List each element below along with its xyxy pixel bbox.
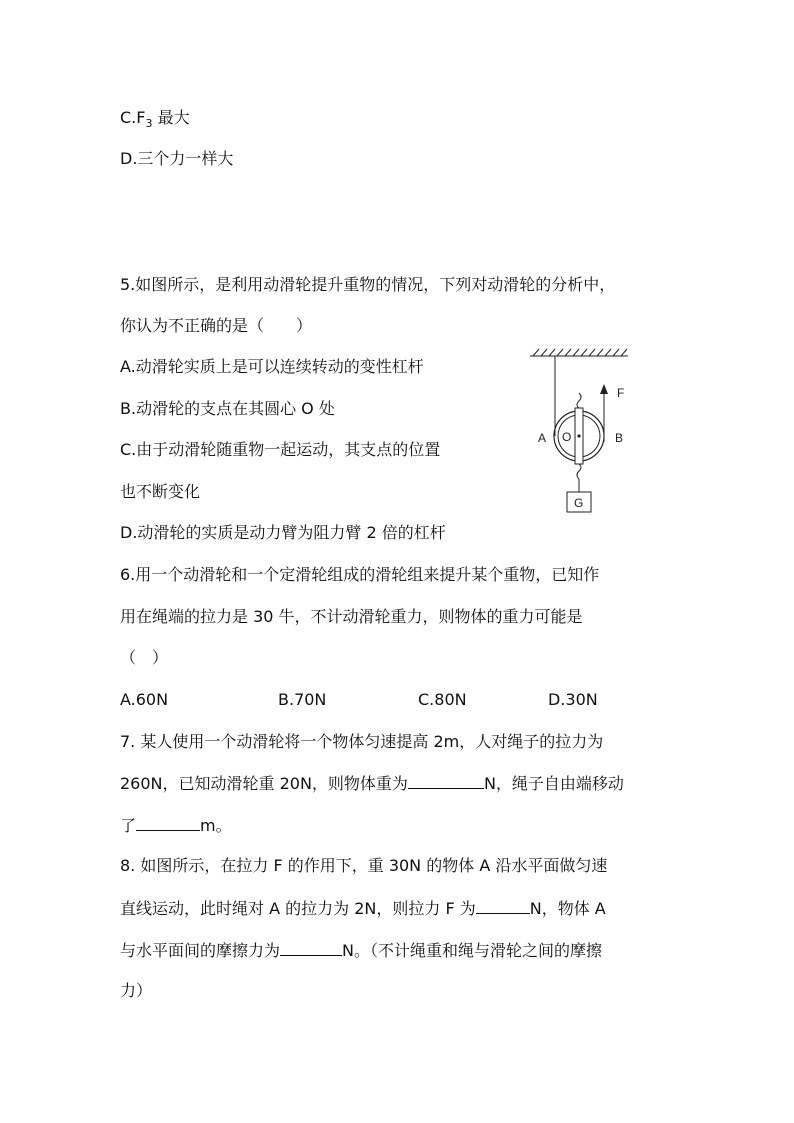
q6-option-c: C.80N bbox=[418, 690, 467, 709]
q6-option-d: D.30N bbox=[548, 690, 598, 709]
q8-line4: 力） bbox=[120, 981, 153, 1000]
q8-line3: 与水平面间的摩擦力为 N。（不计绳重和绳与滑轮之间的摩擦 bbox=[120, 941, 602, 960]
force-arrow bbox=[600, 384, 608, 394]
axle-center bbox=[577, 434, 580, 437]
label-o: O bbox=[562, 430, 572, 444]
q8-blank-friction[interactable] bbox=[280, 939, 342, 956]
top-hook bbox=[577, 393, 581, 408]
q7-blank-weight[interactable] bbox=[408, 772, 484, 789]
q6-option-b: B.70N bbox=[278, 690, 327, 709]
q5-option-c-line1: C.由于动滑轮随重物一起运动，其支点的位置 bbox=[120, 440, 441, 459]
q4-option-c: $C.F_3$ 最大 bbox=[120, 108, 190, 131]
q6-stem-line1: 6.用一个动滑轮和一个定滑轮组成的滑轮组来提升某个重物，已知作 bbox=[120, 565, 600, 584]
label-f: F bbox=[617, 386, 625, 400]
q5-option-b: B.动滑轮的支点在其圆心 O 处 bbox=[120, 399, 335, 418]
q8-line1: 8. 如图所示，在拉力 F 的作用下，重 30N 的物体 A 沿水平面做匀速 bbox=[120, 856, 608, 875]
label-g: G bbox=[574, 496, 584, 510]
q8-blank-force[interactable] bbox=[476, 897, 530, 914]
q5-option-a: A.动滑轮实质上是可以连续转动的变性杠杆 bbox=[120, 357, 424, 376]
q7-blank-distance[interactable] bbox=[136, 814, 200, 831]
q6-stem-line3: （ ） bbox=[120, 648, 169, 667]
pulley-figure bbox=[525, 344, 635, 519]
q6-stem-line2: 用在绳端的拉力是 30 牛，不计动滑轮重力，则物体的重力可能是 bbox=[120, 607, 583, 626]
bottom-hook bbox=[577, 464, 581, 479]
label-a: A bbox=[538, 431, 547, 445]
q4-option-d: D.三个力一样大 bbox=[120, 149, 234, 168]
q5-option-d: D.动滑轮的实质是动力臂为阻力臂 2 倍的杠杆 bbox=[120, 523, 446, 542]
q5-stem-line2: 你认为不正确的是（ ） bbox=[120, 316, 313, 335]
q8-line2: 直线运动，此时绳对 A 的拉力为 2N，则拉力 F 为 N，物体 A bbox=[120, 899, 606, 918]
q5-stem-line1: 5.如图所示，是利用动滑轮提升重物的情况，下列对动滑轮的分析中， bbox=[120, 275, 616, 294]
ceiling-hatch bbox=[530, 349, 628, 356]
q5-option-c-line2: 也不断变化 bbox=[120, 482, 201, 501]
label-b: B bbox=[615, 431, 624, 445]
q7-line2: 260N，已知动滑轮重 20N，则物体重为 N，绳子自由端移动 bbox=[120, 774, 624, 793]
q7-line1: 7. 某人使用一个动滑轮将一个物体匀速提高 2m，人对绳子的拉力为 bbox=[120, 732, 604, 751]
q7-line3: 了 m。 bbox=[120, 816, 232, 835]
q6-option-a: A.60N bbox=[120, 690, 169, 709]
